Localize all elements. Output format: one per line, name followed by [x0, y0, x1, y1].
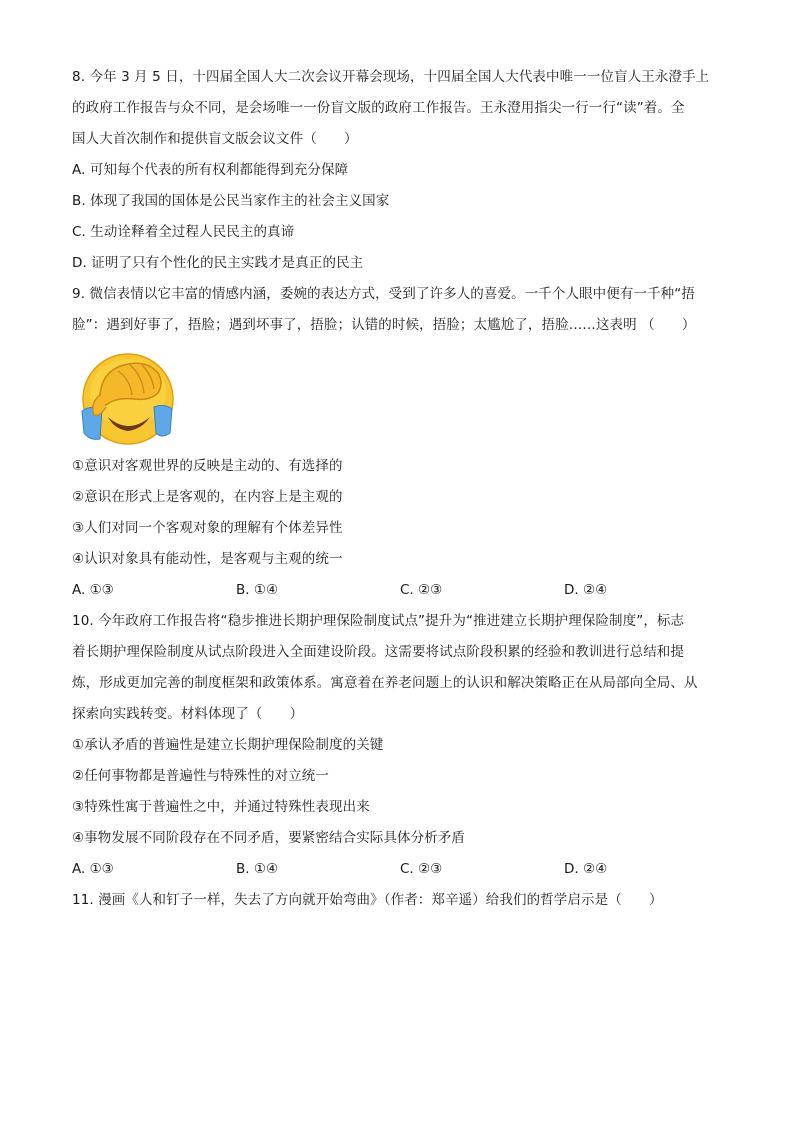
q9-statement-3: ③人们对同一个客观对象的理解有个体差异性: [72, 520, 343, 536]
facepalm-emoji-icon: [72, 349, 180, 447]
q10-stem-line-1: 10. 今年政府工作报告将“稳步推进长期护理保险制度试点”提升为“推进建立长期护理保险制度”，标志: [72, 613, 685, 629]
q8-stem-line-2: 的政府工作报告与众不同，是会场唯一一份盲文版的政府工作报告。王永澄用指尖一行一行“读”着。全: [72, 100, 685, 116]
q9-choice-a: A. ①③: [72, 582, 114, 598]
exam-page: [72, 62, 732, 916]
q9-stem-line-2: 脸”：遇到好事了，捂脸；遇到坏事了，捂脸；认错的时候，捂脸；太尴尬了，捂脸……这表明 （ ）: [72, 317, 696, 333]
q10-statement-4: ④事物发展不同阶段存在不同矛盾，要紧密结合实际具体分析矛盾: [72, 830, 466, 846]
q10-stem-line-4: 探索向实践转变。材料体现了（ ）: [72, 706, 304, 722]
q8-stem-line-1: 8. 今年 3 月 5 日，十四届全国人大二次会议开幕会现场，十四届全国人大代表中唯一一位盲人王永澄手上: [72, 69, 710, 85]
question-10: [72, 606, 732, 885]
q9-stem-line-1: 9. 微信表情以它丰富的情感内涵，委婉的表达方式，受到了许多人的喜爱。一千个人眼中便有一千种“捂: [72, 286, 695, 302]
q8-option-c: C. 生动诠释着全过程人民民主的真谛: [72, 224, 295, 240]
question-8: [72, 62, 732, 279]
q10-choice-a: A. ①③: [72, 861, 114, 877]
q10-choice-c: C. ②③: [400, 861, 443, 877]
question-11: [72, 885, 732, 916]
q10-statement-3: ③特殊性寓于普遍性之中，并通过特殊性表现出来: [72, 799, 370, 815]
q9-statement-2: ②意识在形式上是客观的，在内容上是主观的: [72, 489, 343, 505]
q9-statement-4: ④认识对象具有能动性，是客观与主观的统一: [72, 551, 343, 567]
q9-choice-c: C. ②③: [400, 582, 443, 598]
q10-statement-2: ②任何事物都是普遍性与特殊性的对立统一: [72, 768, 330, 784]
q11-stem-line-1: 11. 漫画《人和钉子一样，失去了方向就开始弯曲》（作者：郑辛遥）给我们的哲学启示是（ ）: [72, 892, 663, 908]
question-9: [72, 279, 732, 606]
q9-statement-1: ①意识对客观世界的反映是主动的、有选择的: [72, 458, 343, 474]
q9-choice-b: B. ①④: [236, 582, 279, 598]
q10-choice-d: D. ②④: [564, 861, 608, 877]
q10-statement-1: ①承认矛盾的普遍性是建立长期护理保险制度的关键: [72, 737, 384, 753]
q10-stem-line-3: 炼，形成更加完善的制度框架和政策体系。寓意着在养老问题上的认识和解决策略正在从局部向全局、从: [72, 675, 698, 691]
q8-option-a: A. 可知每个代表的所有权利都能得到充分保障: [72, 162, 349, 178]
q9-choice-d: D. ②④: [564, 582, 608, 598]
q9-choices: [72, 575, 732, 606]
q8-stem-line-3: 国人大首次制作和提供盲文版会议文件（ ）: [72, 131, 358, 147]
q8-option-b: B. 体现了我国的国体是公民当家作主的社会主义国家: [72, 193, 390, 209]
q10-stem-line-2: 着长期护理保险制度从试点阶段进入全面建设阶段。这需要将试点阶段积累的经验和教训进行总结和提: [72, 644, 684, 660]
q8-option-d: D. 证明了只有个性化的民主实践才是真正的民主: [72, 255, 364, 271]
q10-choice-b: B. ①④: [236, 861, 279, 877]
q10-choices: [72, 854, 732, 885]
